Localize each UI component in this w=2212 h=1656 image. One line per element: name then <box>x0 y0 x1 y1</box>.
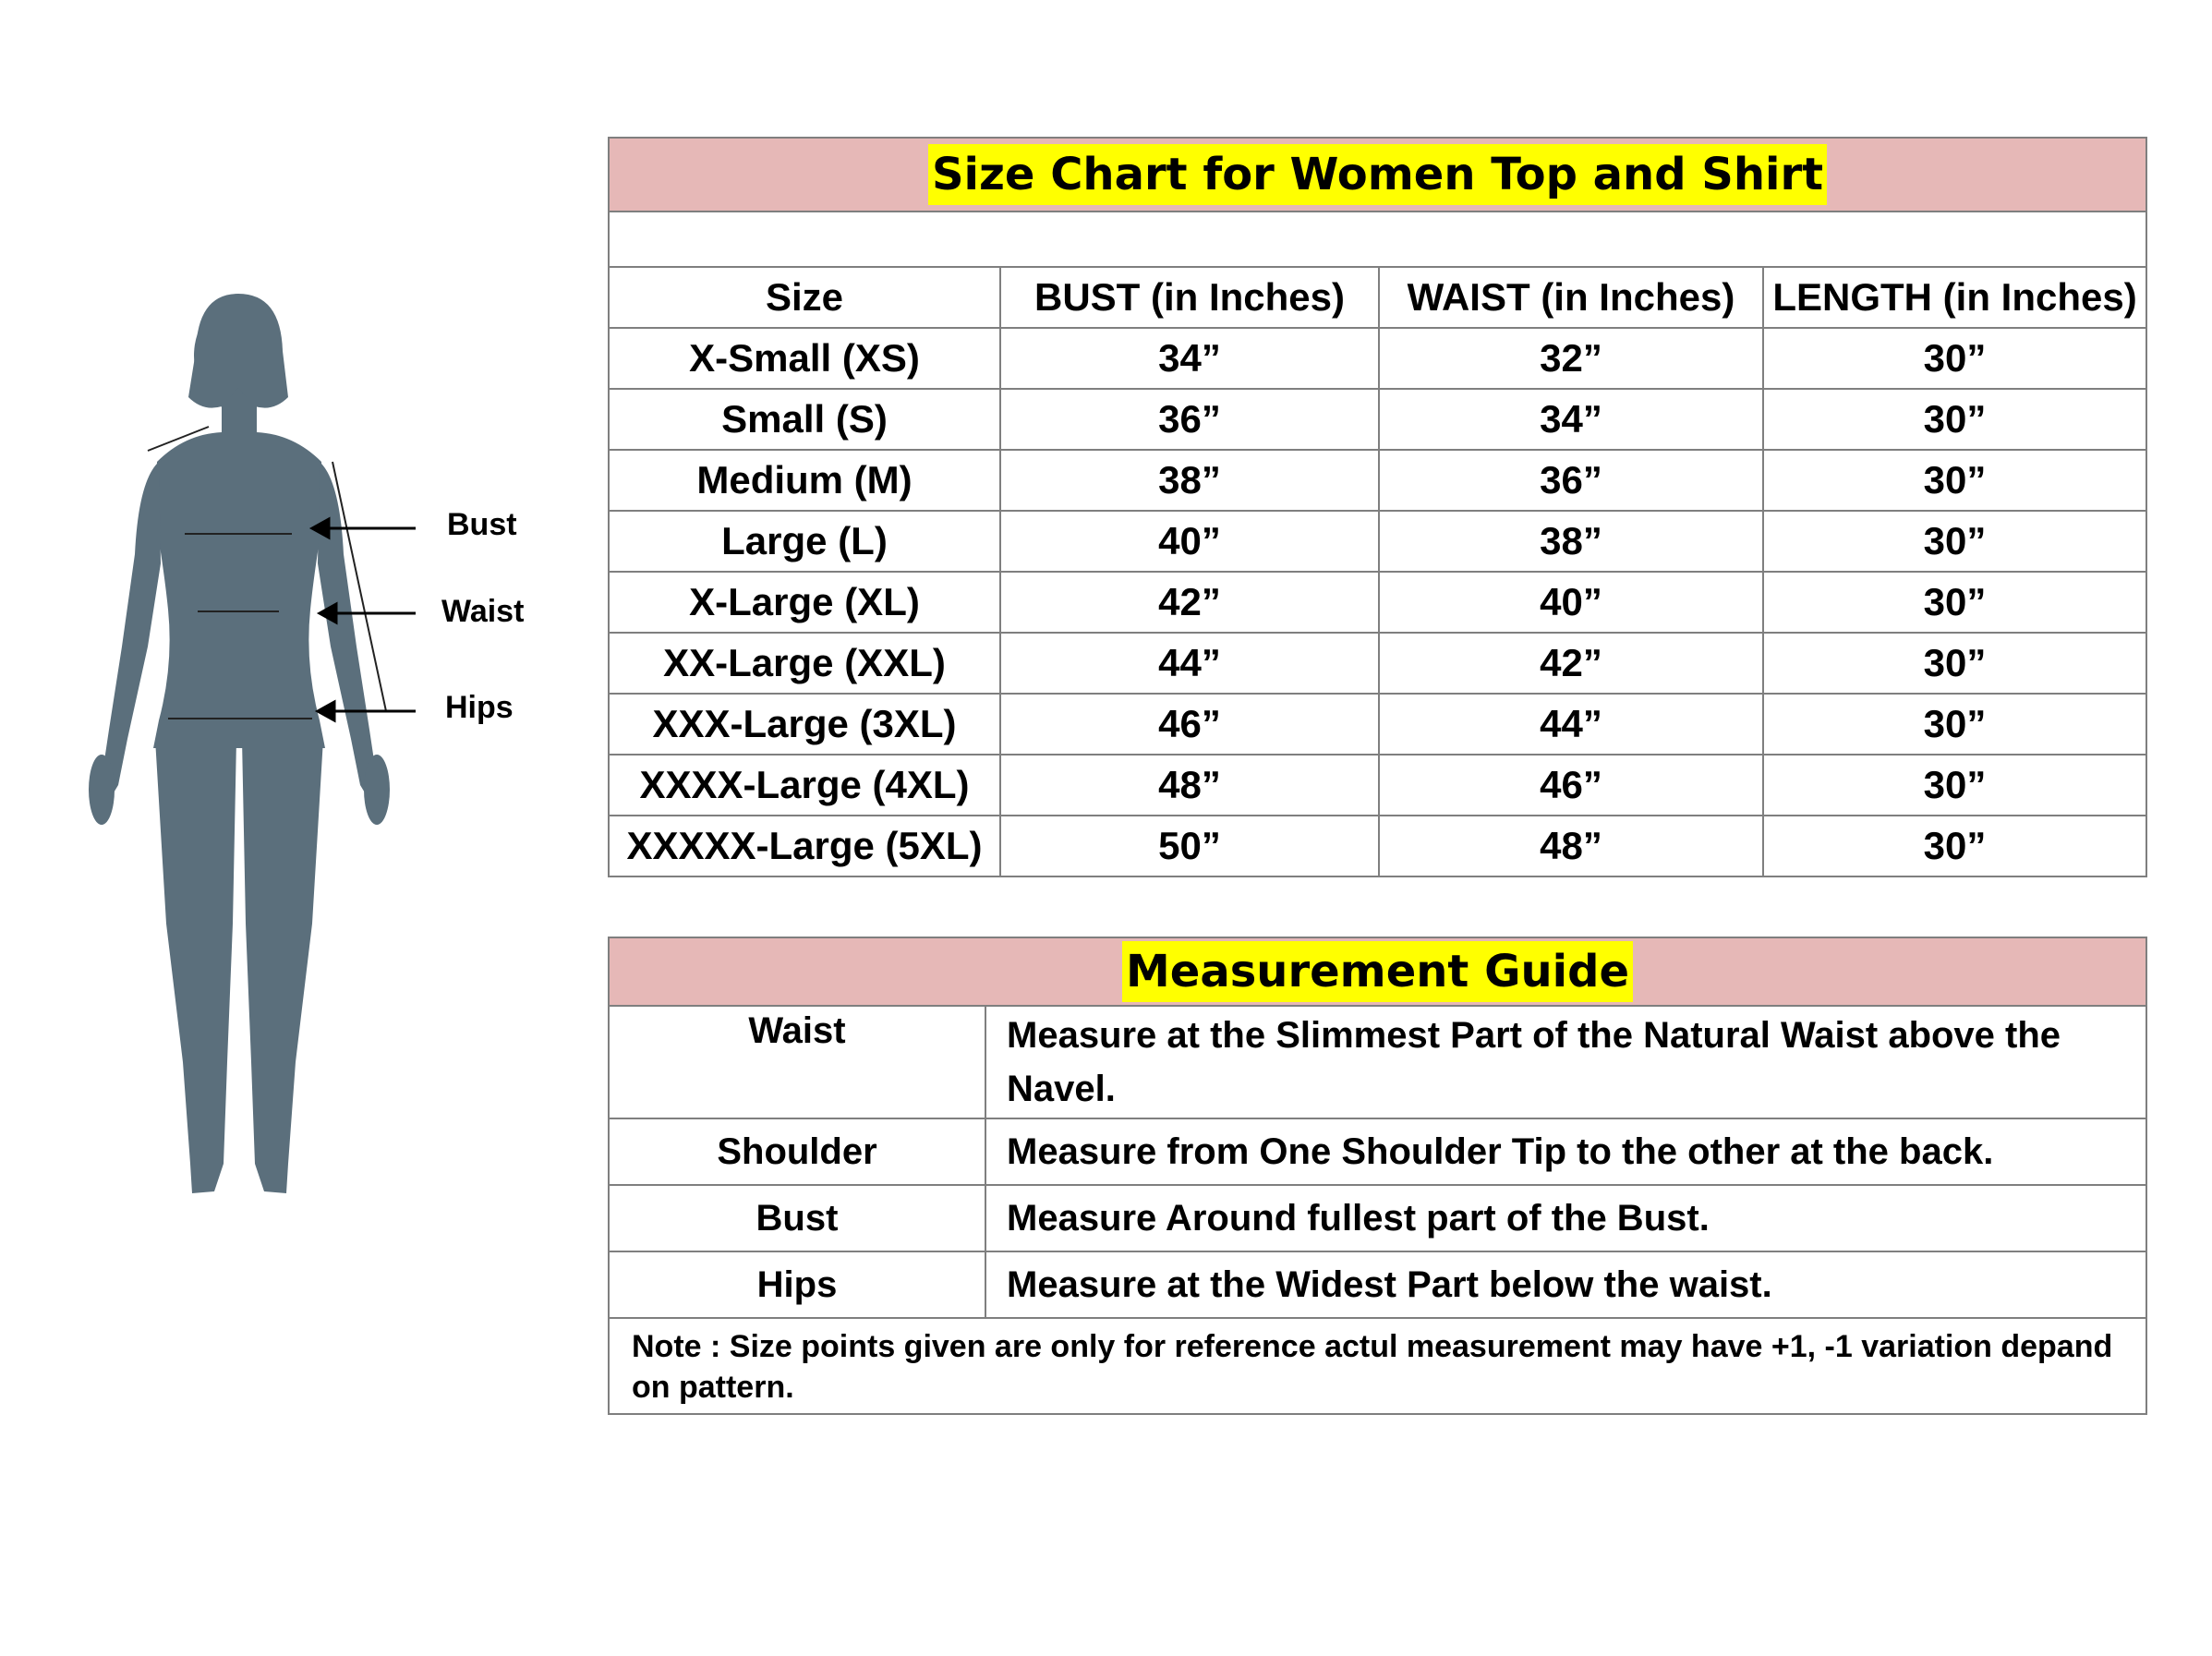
table-row <box>609 633 2146 694</box>
guide-measure-name: Shoulder <box>609 1118 985 1185</box>
waist-cell: 44” <box>1379 694 1763 755</box>
waist-cell: 36” <box>1379 450 1763 511</box>
length-cell: 30” <box>1763 755 2146 816</box>
guide-row <box>609 1118 2146 1185</box>
length-cell: 30” <box>1763 389 2146 450</box>
size-cell: XXXXX-Large (5XL) <box>609 816 1000 876</box>
table-header-row <box>609 267 2146 328</box>
guide-measure-desc: Measure Around fullest part of the Bust. <box>985 1185 2146 1251</box>
table-row <box>609 389 2146 450</box>
table-row <box>609 694 2146 755</box>
size-cell: X-Large (XL) <box>609 572 1000 633</box>
length-cell: 30” <box>1763 816 2146 876</box>
bust-cell: 42” <box>1000 572 1379 633</box>
guide-title: Measurement Guide <box>1122 941 1633 1002</box>
blank-row <box>609 212 2146 267</box>
woman-silhouette-icon <box>0 0 591 1293</box>
guide-row <box>609 1006 2146 1118</box>
waist-cell: 48” <box>1379 816 1763 876</box>
length-cell: 30” <box>1763 328 2146 389</box>
bust-cell: 46” <box>1000 694 1379 755</box>
size-chart-title-cell <box>609 138 2146 212</box>
guide-row <box>609 1251 2146 1318</box>
table-row <box>609 328 2146 389</box>
guide-measure-desc: Measure at the Slimmest Part of the Natural Waist above the Navel. <box>985 1006 2146 1118</box>
waist-cell: 32” <box>1379 328 1763 389</box>
size-chart-title: Size Chart for Women Top and Shirt <box>928 144 1827 205</box>
guide-title-cell <box>609 937 2146 1006</box>
waist-cell: 34” <box>1379 389 1763 450</box>
column-header: Size <box>609 267 1000 328</box>
table-row <box>609 572 2146 633</box>
size-chart-table <box>608 137 2147 877</box>
hips-label: Hips <box>445 690 514 725</box>
bust-cell: 34” <box>1000 328 1379 389</box>
size-cell: Medium (M) <box>609 450 1000 511</box>
size-cell: X-Small (XS) <box>609 328 1000 389</box>
guide-measure-name: Hips <box>609 1251 985 1318</box>
waist-cell: 46” <box>1379 755 1763 816</box>
bust-cell: 36” <box>1000 389 1379 450</box>
guide-measure-name: Bust <box>609 1185 985 1251</box>
bust-cell: 40” <box>1000 511 1379 572</box>
table-row <box>609 755 2146 816</box>
column-header: WAIST (in Inches) <box>1379 267 1763 328</box>
bust-cell: 48” <box>1000 755 1379 816</box>
size-cell: Small (S) <box>609 389 1000 450</box>
guide-measure-desc: Measure from One Shoulder Tip to the other at the back. <box>985 1118 2146 1185</box>
guide-row <box>609 1185 2146 1251</box>
note-text: Note : Size points given are only for reference actul measurement may have +1, -1 variation depand on pattern. <box>609 1318 2146 1414</box>
length-cell: 30” <box>1763 633 2146 694</box>
size-cell: XXXX-Large (4XL) <box>609 755 1000 816</box>
waist-cell: 42” <box>1379 633 1763 694</box>
guide-measure-name: Waist <box>609 1006 985 1118</box>
bust-label: Bust <box>447 507 517 542</box>
table-row <box>609 816 2146 876</box>
waist-cell: 40” <box>1379 572 1763 633</box>
measurement-guide-table <box>608 937 2147 1415</box>
guide-measure-desc: Measure at the Widest Part below the waist. <box>985 1251 2146 1318</box>
column-header: LENGTH (in Inches) <box>1763 267 2146 328</box>
length-cell: 30” <box>1763 511 2146 572</box>
note-row <box>609 1318 2146 1414</box>
table-row <box>609 511 2146 572</box>
size-cell: XX-Large (XXL) <box>609 633 1000 694</box>
waist-cell: 38” <box>1379 511 1763 572</box>
bust-cell: 38” <box>1000 450 1379 511</box>
size-cell: XXX-Large (3XL) <box>609 694 1000 755</box>
length-cell: 30” <box>1763 694 2146 755</box>
bust-cell: 44” <box>1000 633 1379 694</box>
column-header: BUST (in Inches) <box>1000 267 1379 328</box>
length-cell: 30” <box>1763 450 2146 511</box>
waist-label: Waist <box>441 594 525 629</box>
bust-cell: 50” <box>1000 816 1379 876</box>
table-row <box>609 450 2146 511</box>
size-cell: Large (L) <box>609 511 1000 572</box>
length-cell: 30” <box>1763 572 2146 633</box>
body-measurement-figure <box>0 0 591 1656</box>
